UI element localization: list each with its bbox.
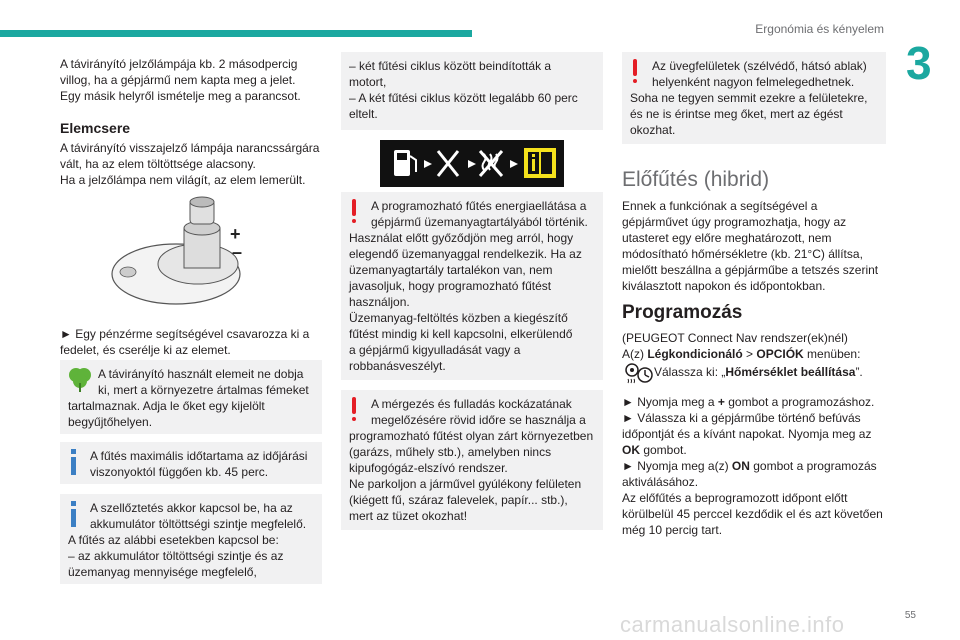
svg-text:–: – — [232, 242, 243, 262]
svg-text:+: + — [230, 224, 241, 244]
watermark: carmanualsonline.info — [620, 612, 845, 637]
preheating-title: Előfűtés (hibrid) — [622, 168, 770, 191]
header-accent-bar — [0, 30, 472, 37]
chapter-number: 3 — [906, 37, 932, 89]
temperature-settings-icon — [624, 362, 654, 386]
select-temperature: Válassza ki: „Hőmérséklet beállítása”. — [654, 365, 863, 379]
menu-path: A(z) Légkondicionáló > OPCIÓK menüben: — [622, 347, 861, 361]
warning-exclamation-icon — [630, 59, 640, 85]
step-press-plus: ► Nyomja meg a + gombot a programozáshoz. — [622, 395, 875, 409]
programming-title: Programozás — [622, 302, 743, 323]
remote-battery-illustration — [106, 194, 252, 314]
step-press-on: ► Nyomja meg a(z) ON gombot a programozás aktiválásához. — [622, 459, 877, 489]
page-number: 55 — [904, 610, 916, 621]
nav-system-note: (PEUGEOT Connect Nav rendszer(ek)nél) — [622, 331, 848, 345]
preheating-timing-note: Az előfűtés a beprogramozott időpont előtt körülbelül 45 perccel kezdődik el és azt követően még 10 percig tart. — [622, 491, 883, 537]
warning-exclamation-icon — [349, 199, 359, 225]
intro-paragraph: A távirányító jelzőlámpája kb. 2 másodpercig villog, ha a gépjármű nem kapta meg a jelet. Egy másik helyről ismételje meg a parancsot. — [60, 57, 301, 103]
step-select-time: ► Válassza ki a gépjárműbe történő befúvás időpontját és a kívánt napokat. Nyomja meg az OK gombot. — [622, 411, 872, 457]
warning-box-poisoning: A mérgezés és fulladás kockázatának megelőzésére rövid időre se használja a programozható fűtést olyan zárt környezetben (garázs, műhely stb.), amelyben nincs kipufogógáz-elszívó rendszer. Ne parkoljon a járművel gyúlékony felületen (kiégett fű, száraz falevelek, papír... stb.), mert az tüzet okozhat! — [341, 390, 603, 530]
info-icon — [68, 449, 78, 477]
fuel-heater-warning-pictogram — [380, 140, 564, 187]
eco-note-box: A távirányító használt elemeit ne dobja ki, mert a környezetre ártalmas fémeket tartalmaznak. Adja le őket egy kijelölt begyűjtőhelyen. — [60, 360, 322, 434]
warning-box-fuel: A programozható fűtés energiaellátása a gépjármű üzemanyagtartályából történik. Használat előtt győződjön meg arról, hogy elegendő üzemanyaggal rendelkezik. Ha az üzemanyagtartály tartalékon van, nem javasoljuk, hogy programozható fűtést használjon. Üzemanyag-feltöltés közben a kiegészítő fűtést mindig ki kell kapcsolni, elkerülendő a gépjármű kigyulladását vagy a robbanásveszélyt. — [341, 192, 603, 380]
conditions-box: – két fűtési ciklus között beindították a motort, – A két fűtési ciklus között legalább 60 perc eltelt. — [341, 52, 603, 130]
recycle-leaf-icon — [68, 367, 92, 393]
battery-paragraph: A távirányító visszajelző lámpája narancssárgára vált, ha az elem töltöttsége alacsony. Ha a jelzőlámpa nem világít, az elem lemerült. — [60, 141, 320, 187]
info-box-heating-duration: A fűtés maximális időtartama az időjárási viszonyoktól függően kb. 45 perc. — [60, 442, 322, 484]
coin-step: ► Egy pénzérme segítségével csavarozza ki a fedelet, és cserélje ki az elemet. — [60, 327, 310, 357]
battery-heading: Elemcsere — [60, 120, 131, 136]
warning-exclamation-icon — [349, 397, 359, 423]
info-box-ventilation: A szellőztetés akkor kapcsol be, ha az akkumulátor töltöttségi szintje megfelelő. A fűtés az alábbi esetekben kapcsol be: – az akkumulátor töltöttségi szintje és az üzemanyag mennyisége megfelelő, — [60, 494, 322, 584]
preheating-intro: Ennek a funkciónak a segítségével a gépjárművet úgy programozhatja, hogy az utasteret egy előre meghatározott, nem módosítható hőmérsékletre (kb. 21°C) állítsa, mielőtt beszállna a gépjárműbe a tetszés szerint kiválasztott napokon és időpontokban. — [622, 199, 879, 293]
info-icon — [68, 501, 78, 529]
warning-box-glass: Az üvegfelületek (szélvédő, hátsó ablak) helyenként nagyon felmelegedhetnek. Soha ne tegyen semmit ezekre a felületekre, és ne is érintse meg őket, mert az égést okozhat. — [622, 52, 886, 144]
section-title: Ergonómia és kényelem — [755, 22, 884, 36]
